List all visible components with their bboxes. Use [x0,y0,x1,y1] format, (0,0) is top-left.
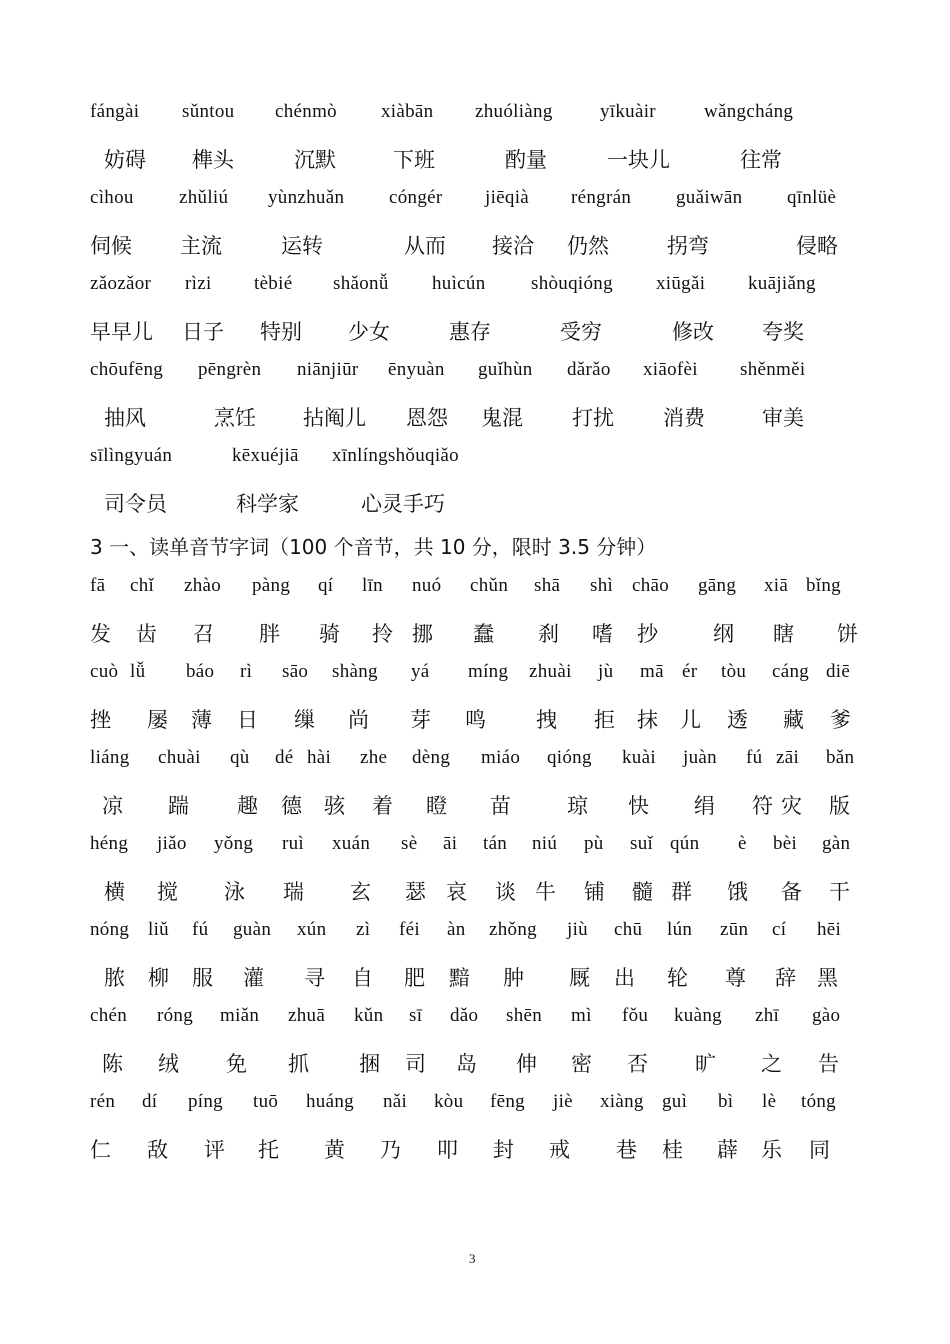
hanzi-item: 特别 [260,320,302,344]
page-number: 3 [469,1251,476,1266]
pinyin-item: zǎozǎor [90,273,152,294]
pinyin-item: zhǔliú [179,187,229,208]
hanzi-item: 惠存 [449,320,491,344]
pinyin-item: àn [447,919,466,940]
hanzi-item: 拈阄儿 [303,406,366,430]
hanzi-item: 侵略 [796,234,838,258]
pinyin-item: yǒng [214,833,254,854]
hanzi-row [0,144,950,174]
pinyin-item: huìcún [432,273,486,294]
hanzi-item: 胖 [259,622,280,646]
pinyin-item: guǎiwān [676,187,743,208]
pinyin-item: lún [667,919,693,940]
pinyin-item: miǎn [220,1005,260,1026]
hanzi-item: 爹 [830,708,851,732]
hanzi-item: 骇 [324,794,345,818]
hanzi-item: 服 [192,966,213,990]
hanzi-item: 一块儿 [607,148,670,172]
pinyin-item: ruì [282,833,305,854]
pinyin-item: qí [318,575,334,596]
pinyin-item: xuán [332,833,371,854]
pinyin-item: cí [772,919,787,940]
pinyin-item: cìhou [90,187,134,208]
hanzi-item: 灾 [781,794,802,818]
pinyin-item: lè [762,1091,777,1112]
hanzi-item: 敌 [147,1138,168,1162]
pinyin-item: tuō [253,1091,279,1112]
hanzi-item: 厩 [569,966,590,990]
pinyin-item: kòu [434,1091,464,1112]
hanzi-item: 沉默 [294,148,336,172]
pinyin-item: guǐhùn [478,359,533,380]
hanzi-item: 牛 [535,880,556,904]
pinyin-item: chū [614,919,643,940]
pinyin-item: guàn [233,919,272,940]
pinyin-item: jù [598,661,614,682]
hanzi-item: 出 [614,966,635,990]
hanzi-item: 趣 [237,794,258,818]
pinyin-item: nuó [412,575,442,596]
pinyin-item: cáng [772,661,810,682]
hanzi-item: 召 [193,622,214,646]
hanzi-item: 巷 [616,1138,637,1162]
pinyin-row [0,919,950,949]
pinyin-item: kǔn [354,1005,384,1026]
hanzi-item: 伺候 [90,234,132,258]
hanzi-item: 哀 [446,880,467,904]
pinyin-item: shěnměi [740,359,806,380]
pinyin-item: zhuā [288,1005,326,1026]
pinyin-item: qióng [547,747,592,768]
hanzi-item: 绒 [158,1052,179,1076]
pinyin-item: dé [275,747,294,768]
pinyin-item: līn [362,575,383,596]
pinyin-item: xīnlíngshǒuqiǎo [332,445,459,466]
hanzi-item: 日 [237,708,258,732]
pinyin-item: sè [401,833,418,854]
hanzi-item: 黑 [817,966,838,990]
pinyin-row [0,833,950,863]
hanzi-item: 谈 [495,880,516,904]
pinyin-item: zhe [360,747,388,768]
pinyin-item: bǐng [806,575,841,596]
pinyin-item: suǐ [630,833,654,854]
hanzi-row [0,1134,950,1164]
hanzi-item: 柳 [148,966,169,990]
pinyin-item: dǎo [450,1005,479,1026]
pinyin-item: āi [443,833,458,854]
pinyin-item: rén [90,1091,116,1112]
pinyin-item: shǎonǚ [333,273,389,294]
hanzi-item: 酌量 [505,148,547,172]
hanzi-item: 封 [493,1138,514,1162]
hanzi-item: 科学家 [236,492,299,516]
hanzi-item: 鸣 [465,708,486,732]
pinyin-item: jiǎo [157,833,187,854]
hanzi-row [0,704,950,734]
hanzi-item: 岛 [456,1052,477,1076]
hanzi-item: 运转 [281,234,323,258]
hanzi-item: 绢 [694,794,715,818]
hanzi-item: 抓 [288,1052,309,1076]
hanzi-row [0,1048,950,1078]
pinyin-item: tán [483,833,508,854]
pinyin-row [0,445,950,475]
pinyin-item: héng [90,833,129,854]
hanzi-row [0,402,950,432]
hanzi-row [0,962,950,992]
hanzi-item: 榫头 [192,148,234,172]
hanzi-item: 琼 [567,794,588,818]
pinyin-row [0,1091,950,1121]
pinyin-item: ēnyuàn [388,359,445,380]
hanzi-item: 搅 [157,880,178,904]
hanzi-item: 饿 [727,880,748,904]
hanzi-item: 瑞 [283,880,304,904]
pinyin-item: bì [718,1091,734,1112]
hanzi-item: 打扰 [572,406,614,430]
pinyin-item: gàn [822,833,851,854]
hanzi-item: 仁 [90,1138,111,1162]
hanzi-item: 免 [226,1052,247,1076]
pinyin-item: shā [534,575,561,596]
pinyin-item: zì [356,919,371,940]
pinyin-item: chāo [632,575,670,596]
pinyin-item: niānjiūr [297,359,359,380]
pinyin-item: bǎn [826,747,855,768]
pinyin-item: yá [411,661,430,682]
pinyin-item: dí [142,1091,158,1112]
pinyin-item: jiè [553,1091,573,1112]
hanzi-item: 司 [405,1052,426,1076]
hanzi-row [0,488,950,518]
hanzi-item: 抽风 [104,406,146,430]
pinyin-item: fēng [490,1091,525,1112]
hanzi-item: 纲 [713,622,734,646]
hanzi-item: 少女 [348,320,390,344]
pinyin-item: kuài [622,747,656,768]
pinyin-item: zhī [755,1005,780,1026]
pinyin-item: xiāofèi [643,359,698,380]
pinyin-row [0,187,950,217]
pinyin-row [0,661,950,691]
pinyin-item: kuājiǎng [748,273,816,294]
hanzi-item: 自 [352,966,373,990]
hanzi-item: 饼 [837,622,858,646]
pinyin-item: míng [468,661,509,682]
hanzi-item: 肿 [503,966,524,990]
hanzi-row [0,876,950,906]
hanzi-item: 拽 [536,708,557,732]
hanzi-item: 脓 [104,966,125,990]
pinyin-item: báo [186,661,215,682]
pinyin-item: zūn [720,919,749,940]
hanzi-item: 蠢 [473,622,494,646]
hanzi-item: 修改 [672,320,714,344]
pinyin-item: chǔn [470,575,509,596]
pinyin-item: féi [399,919,420,940]
pinyin-item: diē [826,661,851,682]
pinyin-item: zhuóliàng [475,101,553,122]
pinyin-item: mā [640,661,664,682]
hanzi-item: 叩 [437,1138,458,1162]
hanzi-item: 旷 [695,1052,716,1076]
hanzi-item: 嗜 [592,622,613,646]
hanzi-item: 拐弯 [667,234,709,258]
hanzi-item: 恩怨 [406,406,448,430]
pinyin-item: kuàng [674,1005,722,1026]
pinyin-item: fángài [90,101,140,122]
pinyin-item: zhǒng [489,919,537,940]
hanzi-item: 薄 [191,708,212,732]
pinyin-item: jiēqià [485,187,530,208]
hanzi-item: 密 [571,1052,592,1076]
pinyin-row [0,273,950,303]
pinyin-item: tòu [721,661,747,682]
pinyin-item: liǔ [148,919,169,940]
hanzi-item: 苗 [490,794,511,818]
hanzi-row [0,230,950,260]
hanzi-item: 薜 [717,1138,738,1162]
hanzi-item: 鬼混 [481,406,523,430]
pinyin-row [0,359,950,389]
pinyin-item: chén [90,1005,128,1026]
pinyin-item: zhuài [529,661,572,682]
hanzi-item: 心灵手巧 [361,492,445,516]
pinyin-item: chǐ [130,575,155,596]
hanzi-item: 骑 [319,622,340,646]
hanzi-item: 捆 [359,1052,380,1076]
pinyin-item: yīkuàir [600,101,656,122]
hanzi-item: 群 [671,880,692,904]
hanzi-item: 横 [104,880,125,904]
pinyin-item: lǚ [130,661,146,682]
hanzi-item: 桂 [662,1138,683,1162]
hanzi-row [0,316,950,346]
hanzi-item: 寻 [304,966,325,990]
hanzi-item: 拒 [594,708,615,732]
hanzi-item: 刹 [538,622,559,646]
pinyin-item: xún [297,919,327,940]
pinyin-item: xiàbān [381,101,434,122]
hanzi-item: 肥 [404,966,425,990]
pinyin-item: nóng [90,919,130,940]
pinyin-item: hēi [817,919,842,940]
hanzi-item: 快 [628,794,649,818]
hanzi-item: 妨碍 [104,148,146,172]
pinyin-item: miáo [481,747,521,768]
pinyin-item: huáng [306,1091,354,1112]
hanzi-item: 踹 [168,794,189,818]
hanzi-item: 接洽 [492,234,534,258]
pinyin-item: réngrán [571,187,632,208]
pinyin-item: chuài [158,747,201,768]
hanzi-item: 乃 [380,1138,401,1162]
pinyin-row [0,575,950,605]
pinyin-item: róng [157,1005,194,1026]
pinyin-item: qīnlüè [787,187,837,208]
pinyin-item: zhào [184,575,222,596]
pinyin-item: píng [188,1091,223,1112]
hanzi-item: 德 [281,794,302,818]
pinyin-item: rìzi [185,273,212,294]
hanzi-item: 儿 [680,708,701,732]
pinyin-row [0,747,950,777]
pinyin-item: fǒu [622,1005,649,1026]
pinyin-item: nǎi [383,1091,408,1112]
pinyin-item: gào [812,1005,841,1026]
pinyin-item: shì [590,575,614,596]
pinyin-item: zāi [776,747,800,768]
hanzi-item: 从而 [404,234,446,258]
hanzi-item: 屡 [147,708,168,732]
pinyin-item: wǎngcháng [704,101,794,122]
hanzi-item: 日子 [182,320,224,344]
hanzi-item: 尊 [725,966,746,990]
hanzi-item: 透 [727,708,748,732]
hanzi-item: 挪 [412,622,433,646]
hanzi-item: 审美 [762,406,804,430]
hanzi-item: 符 [752,794,773,818]
pinyin-item: chōufēng [90,359,164,380]
hanzi-row [0,618,950,648]
pinyin-item: chénmò [275,101,337,122]
pinyin-item: xiūgǎi [656,273,706,294]
pinyin-item: rì [240,661,253,682]
pinyin-item: cóngér [389,187,443,208]
pinyin-item: sǔntou [182,101,235,122]
pinyin-item: shòuqióng [531,273,613,294]
hanzi-item: 挫 [90,708,111,732]
hanzi-item: 铺 [584,880,605,904]
hanzi-item: 灌 [243,966,264,990]
hanzi-item: 受穷 [560,320,602,344]
hanzi-row [0,790,950,820]
hanzi-item: 早早儿 [90,320,153,344]
hanzi-item: 瞎 [773,622,794,646]
pinyin-item: niú [532,833,558,854]
hanzi-item: 烹饪 [214,406,256,430]
pinyin-item: juàn [683,747,717,768]
hanzi-item: 同 [809,1138,830,1162]
hanzi-item: 抹 [637,708,658,732]
pinyin-item: fú [746,747,763,768]
hanzi-item: 评 [204,1138,225,1162]
pinyin-item: guì [662,1091,688,1112]
pinyin-item: sī [409,1005,423,1026]
hanzi-item: 备 [781,880,802,904]
hanzi-item: 拎 [372,622,393,646]
hanzi-item: 发 [90,622,111,646]
pinyin-item: yùnzhuǎn [268,187,345,208]
hanzi-item: 伸 [516,1052,537,1076]
pinyin-item: liáng [90,747,130,768]
hanzi-item: 往常 [740,148,782,172]
pinyin-item: shēn [506,1005,543,1026]
hanzi-item: 轮 [667,966,688,990]
hanzi-item: 缫 [294,708,315,732]
hanzi-item: 否 [627,1052,648,1076]
hanzi-item: 告 [818,1052,839,1076]
pinyin-row [0,1005,950,1035]
pinyin-item: ér [682,661,698,682]
pinyin-item: fú [192,919,209,940]
hanzi-item: 托 [258,1138,279,1162]
pinyin-item: bèi [773,833,798,854]
hanzi-item: 下班 [393,148,435,172]
hanzi-item: 凉 [102,794,123,818]
hanzi-item: 夸奖 [762,320,804,344]
hanzi-item: 髓 [632,880,653,904]
pinyin-item: sīlìngyuán [90,445,173,466]
pinyin-item: kēxuéjiā [232,445,299,466]
hanzi-item: 主流 [180,234,222,258]
hanzi-item: 黯 [449,966,470,990]
hanzi-item: 瑟 [405,880,426,904]
hanzi-item: 齿 [136,622,157,646]
pinyin-item: pàng [252,575,291,596]
hanzi-item: 干 [829,880,850,904]
hanzi-item: 陈 [102,1052,123,1076]
pinyin-item: qù [230,747,250,768]
pinyin-item: dèng [412,747,451,768]
hanzi-item: 版 [829,794,850,818]
pinyin-row [0,101,950,131]
pinyin-item: qún [670,833,700,854]
pinyin-item: pēngrèn [198,359,262,380]
pinyin-item: è [738,833,747,854]
section-heading: 3 一、读单音节字词（100 个音节，共 10 分，限时 3.5 分钟） [90,535,657,559]
pinyin-item: mì [571,1005,592,1026]
pinyin-item: xiàng [600,1091,644,1112]
pinyin-item: sāo [282,661,309,682]
pinyin-item: pù [584,833,604,854]
pinyin-item: cuò [90,661,119,682]
pinyin-item: jiù [567,919,588,940]
hanzi-item: 芽 [410,708,431,732]
hanzi-item: 消费 [663,406,705,430]
hanzi-item: 玄 [350,880,371,904]
pinyin-item: shàng [332,661,378,682]
hanzi-item: 之 [761,1052,782,1076]
hanzi-item: 瞪 [426,794,447,818]
hanzi-item: 乐 [761,1138,782,1162]
hanzi-item: 黄 [324,1138,345,1162]
pinyin-item: hài [307,747,332,768]
hanzi-item: 藏 [783,708,804,732]
hanzi-item: 仍然 [567,234,609,258]
hanzi-item: 尚 [348,708,369,732]
pinyin-item: tèbié [254,273,293,294]
hanzi-item: 司令员 [104,492,167,516]
hanzi-item: 泳 [224,880,245,904]
pinyin-item: gāng [698,575,737,596]
hanzi-item: 戒 [549,1138,570,1162]
pinyin-item: fā [90,575,106,596]
pinyin-item: xiā [764,575,789,596]
hanzi-item: 辞 [775,966,796,990]
pinyin-item: tóng [801,1091,836,1112]
hanzi-item: 抄 [637,622,658,646]
pinyin-item: dǎrǎo [567,359,611,380]
hanzi-item: 着 [372,794,393,818]
